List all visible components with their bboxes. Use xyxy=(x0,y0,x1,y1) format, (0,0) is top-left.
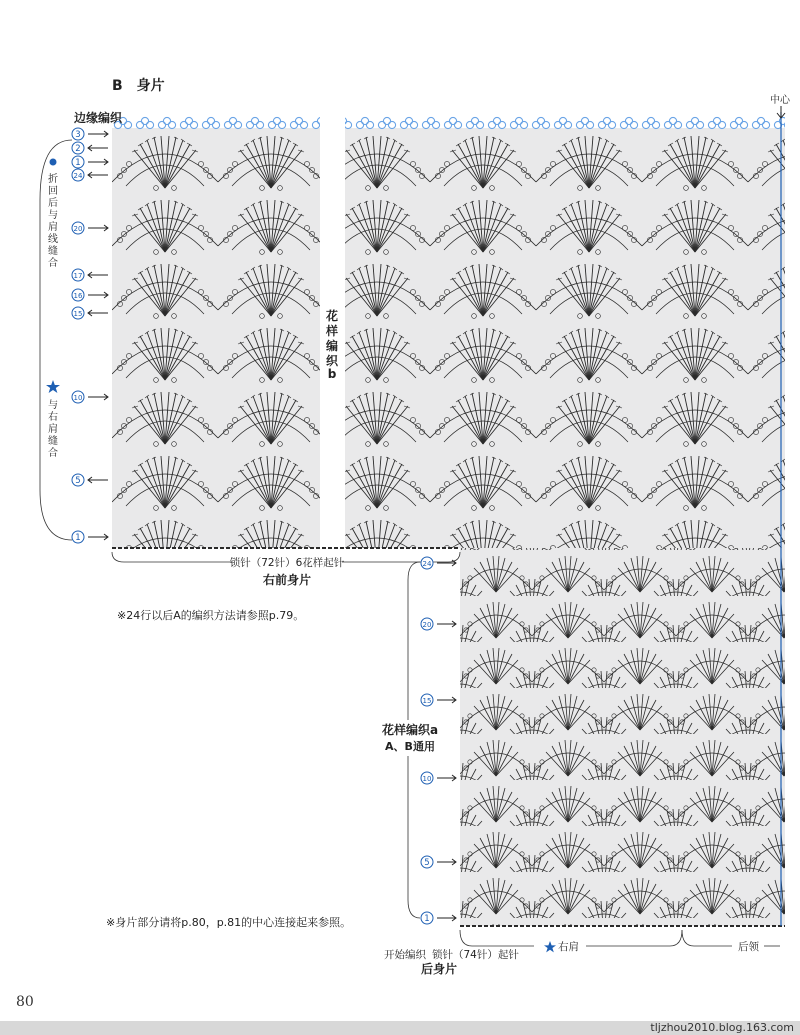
svg-text:右: 右 xyxy=(48,412,58,423)
right-front-panel-left xyxy=(112,128,320,548)
svg-text:与: 与 xyxy=(48,400,58,411)
edge-band-left xyxy=(112,116,320,132)
svg-text:3: 3 xyxy=(75,130,81,141)
back-row-marker xyxy=(421,618,456,630)
side-star-icon xyxy=(46,380,60,393)
svg-text:24: 24 xyxy=(73,172,83,181)
back-row-marker xyxy=(421,557,456,569)
svg-text:肩: 肩 xyxy=(48,222,58,233)
right-front-row-marker xyxy=(72,156,108,168)
right-front-row-marker xyxy=(72,307,108,319)
svg-text:1: 1 xyxy=(75,533,81,544)
svg-text:花: 花 xyxy=(325,309,339,323)
start-label: 开始编织 xyxy=(384,949,426,961)
svg-text:2: 2 xyxy=(75,144,81,155)
back-chain-label: 锁针（74针）起针 xyxy=(432,949,519,961)
svg-text:17: 17 xyxy=(73,272,83,281)
right-shoulder-label: 右肩 xyxy=(558,941,579,953)
svg-text:样: 样 xyxy=(325,324,339,338)
right-front-row-marker xyxy=(72,269,108,281)
right-front-row-marker xyxy=(72,169,108,181)
right-front-chain-label: 锁针（72针）6花样起针 xyxy=(229,557,345,569)
back-row-marker xyxy=(421,856,456,868)
note-2: ※身片部分请将p.80，p.81的中心连接起来参照。 xyxy=(106,916,352,929)
back-neck-label: 后领 xyxy=(738,941,759,953)
svg-text:后: 后 xyxy=(48,198,58,209)
section-title: B 身片 xyxy=(112,78,165,94)
svg-text:5: 5 xyxy=(424,858,430,869)
pattern-b-label xyxy=(322,305,342,381)
center-label: 中心 xyxy=(770,95,790,106)
side-dot-icon xyxy=(50,159,57,166)
svg-text:24: 24 xyxy=(422,560,432,569)
svg-text:20: 20 xyxy=(73,225,83,234)
svg-text:10: 10 xyxy=(422,775,432,784)
pattern-a-sub: A、B通用 xyxy=(385,740,435,753)
right-front-row-marker xyxy=(72,474,108,486)
svg-text:缝: 缝 xyxy=(48,436,58,447)
right-front-row-marker xyxy=(72,128,108,140)
side-note-2 xyxy=(48,398,58,459)
svg-text:缝: 缝 xyxy=(48,246,58,257)
right-front-row-marker xyxy=(72,391,108,403)
right-shoulder-star-icon xyxy=(544,941,556,952)
svg-text:10: 10 xyxy=(73,394,83,403)
back-row-marker xyxy=(421,912,456,924)
back-piece-label: 后身片 xyxy=(420,962,458,976)
svg-text:回: 回 xyxy=(48,186,58,197)
svg-text:5: 5 xyxy=(75,476,81,487)
note-1: ※24行以后A的编织方法请参照p.79。 xyxy=(117,609,305,622)
svg-text:b: b xyxy=(327,367,337,381)
svg-text:15: 15 xyxy=(422,697,432,706)
side-note-1 xyxy=(48,172,58,269)
back-panel xyxy=(460,548,785,926)
page-number: 80 xyxy=(16,994,34,1010)
edge-band-right xyxy=(345,116,785,132)
svg-text:与: 与 xyxy=(48,210,58,221)
pattern-a-label: 花样编织a xyxy=(381,723,439,737)
svg-text:编: 编 xyxy=(325,339,339,353)
right-front-row-marker xyxy=(72,531,108,543)
svg-text:1: 1 xyxy=(424,914,430,925)
back-row-marker xyxy=(421,694,456,706)
svg-text:肩: 肩 xyxy=(48,424,58,435)
svg-text:20: 20 xyxy=(422,621,432,630)
right-front-row-marker xyxy=(72,289,108,301)
svg-text:1: 1 xyxy=(75,158,81,169)
right-front-panel-right xyxy=(345,128,785,548)
svg-text:15: 15 xyxy=(73,310,83,319)
svg-text:折: 折 xyxy=(48,174,58,185)
svg-text:合: 合 xyxy=(48,448,58,459)
back-row-marker xyxy=(421,772,456,784)
svg-text:线: 线 xyxy=(48,234,58,245)
right-front-row-marker xyxy=(72,222,108,234)
right-front-row-markers xyxy=(72,128,108,543)
edge-label: 边缘编织 xyxy=(74,111,123,125)
svg-text:织: 织 xyxy=(325,354,339,368)
svg-text:合: 合 xyxy=(48,258,58,269)
right-front-row-marker xyxy=(72,142,108,154)
footer-url: tljzhou2010.blog.163.com xyxy=(650,1021,794,1034)
svg-text:16: 16 xyxy=(73,292,83,301)
right-front-piece-label: 右前身片 xyxy=(262,573,312,587)
